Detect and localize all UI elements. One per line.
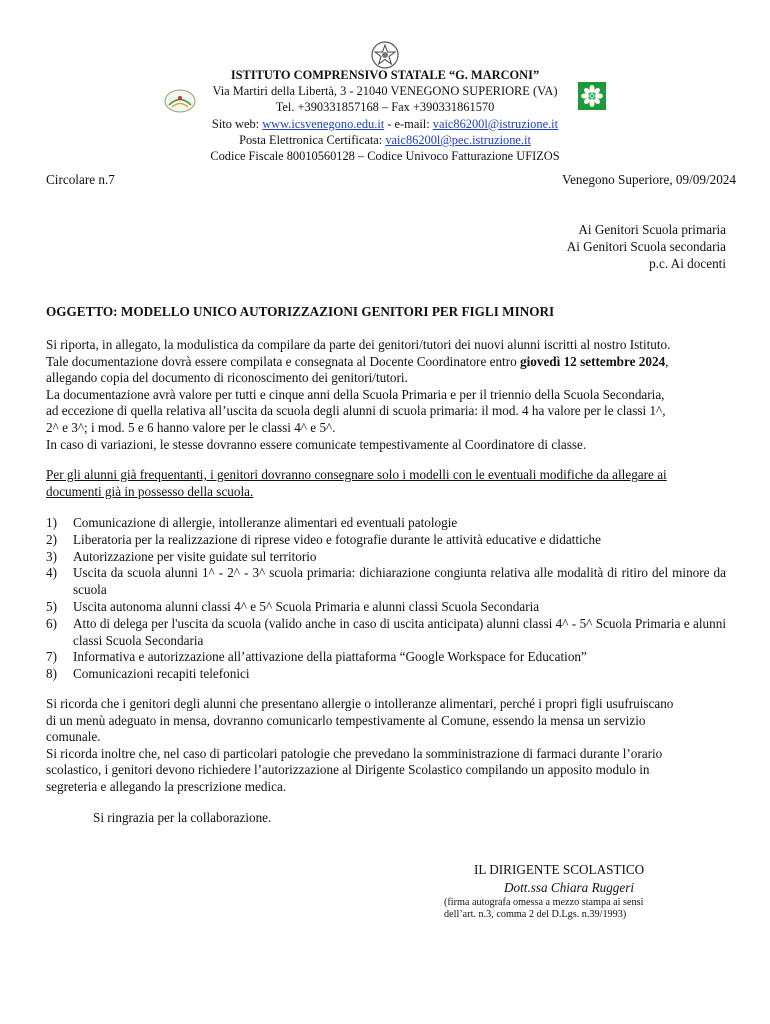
school-fiscal-code: Codice Fiscale 80010560128 – Codice Univoco Fatturazione UFIZOS xyxy=(210,149,560,164)
recipients xyxy=(567,221,726,272)
signature-note xyxy=(444,897,704,921)
signer-title: IL DIRIGENTE SCOLASTICO xyxy=(474,862,645,877)
email-link[interactable]: vaic86200l@istruzione.it xyxy=(432,116,559,131)
list-item xyxy=(46,515,726,532)
recipient-line: Ai Genitori Scuola primaria xyxy=(578,222,726,237)
item-number: 7) xyxy=(46,649,57,665)
pec-label: Posta Elettronica Certificata: xyxy=(239,132,386,147)
item-number: 8) xyxy=(46,666,57,682)
text-line: Si riporta, in allegato, la modulistica da compilare da parte dei genitori/tutori dei nuovi alunni iscritti al nostro Istituto. xyxy=(46,337,671,352)
paragraph-reminders xyxy=(46,696,726,796)
paragraph-instructions xyxy=(46,337,726,453)
text-line: Si ricorda inoltre che, nel caso di particolari patologie che prevedano la somministrazione di farmaci durante l’orario xyxy=(46,745,663,761)
school-phone: Tel. +390331857168 – Fax +390331861570 xyxy=(275,100,495,115)
italian-republic-emblem-icon xyxy=(370,40,400,70)
item-number: 4) xyxy=(46,565,57,581)
list-item xyxy=(46,565,726,599)
item-text: Liberatoria per la realizzazione di riprese video e fotografie durante le attività educative e didattiche xyxy=(73,531,601,547)
website-link[interactable]: www.icsvenegono.edu.it xyxy=(262,116,385,131)
pec-link[interactable]: vaic86200l@pec.istruzione.it xyxy=(385,132,531,147)
item-number: 2) xyxy=(46,531,57,547)
text-line: In caso di variazioni, le stesse dovranno essere comunicate tempestivamente al Coordinatore di classe. xyxy=(46,436,587,452)
text-line: allegando copia del documento di riconoscimento dei genitori/tutori. xyxy=(46,370,408,386)
list-item xyxy=(46,599,726,616)
signature-block xyxy=(444,862,704,921)
text-line: Si ricorda che i genitori degli alunni che presentano allergie o intolleranze alimentari, perché i propri figli usufruiscano xyxy=(46,696,674,711)
school-name: ISTITUTO COMPRENSIVO STATALE “G. MARCONI” xyxy=(230,68,540,82)
text-line: 2^ e 3^; i mod. 5 e 6 hanno valore per le classi 4^ e 5^. xyxy=(46,419,336,435)
text-segment: Tale documentazione dovrà essere compilata e consegnata al Docente Coordinatore entro xyxy=(46,353,520,369)
item-number: 5) xyxy=(46,598,57,614)
item-text: Uscita da scuola alunni 1^ - 2^ - 3^ scuola primaria: dichiarazione congiunta relativa alle modalità di ritiro del minore da scuola xyxy=(73,565,726,598)
recipient-line: p.c. Ai docenti xyxy=(649,256,726,271)
note-line: (firma autografa omessa a mezzo stampa ai sensi xyxy=(444,897,644,908)
text-line: comunale. xyxy=(46,729,101,745)
item-text: Comunicazione di allergie, intolleranze alimentari ed eventuali patologie xyxy=(73,515,458,530)
circular-number: Circolare n.7 xyxy=(46,172,115,187)
item-text: Comunicazioni recapiti telefonici xyxy=(73,666,250,682)
text-line: documenti già in possesso della scuola. xyxy=(46,483,254,499)
item-text: Informativa e autorizzazione all’attivazione della piattaforma “Google Workspace for Education” xyxy=(73,649,587,665)
school-pec xyxy=(130,132,640,148)
text-line: ad eccezione di quella relativa all’uscita da scuola degli alunni di scuola primaria: il mod. 4 ha valore per le classi 1^, xyxy=(46,403,666,419)
item-number: 6) xyxy=(46,615,57,631)
list-item xyxy=(46,549,726,566)
list-item xyxy=(46,532,726,549)
web-label: Sito web: xyxy=(211,116,263,131)
email-label: - e-mail: xyxy=(384,116,433,131)
place-date: Venegono Superiore, 09/09/2024 xyxy=(562,172,736,187)
text-segment: , xyxy=(665,353,669,369)
text-line: di un menù adeguato in mensa, dovranno comunicarlo tempestivamente al Comune, essendo la mensa un servizio xyxy=(46,712,646,728)
item-number: 3) xyxy=(46,548,57,564)
circular-row xyxy=(46,172,736,188)
text-line: Per gli alunni già frequentanti, i genitori dovranno consegnare solo i modelli con le eventuali modifiche da allegare ai xyxy=(46,467,667,482)
deadline-date: giovedì 12 settembre 2024 xyxy=(520,353,666,369)
list-item xyxy=(46,666,726,683)
school-address: Via Martiri della Libertà, 3 - 21040 VENEGONO SUPERIORE (VA) xyxy=(212,84,558,99)
list-item xyxy=(46,616,726,650)
item-text: Uscita autonoma alunni classi 4^ e 5^ Scuola Primaria e alunni classi Scuola Secondaria xyxy=(73,598,540,614)
thanks-line: Si ringrazia per la collaborazione. xyxy=(93,810,272,825)
text-line: La documentazione avrà valore per tutti e cinque anni della Scuola Primaria e per il triennio della Scuola Secondaria, xyxy=(46,386,665,402)
item-number: 1) xyxy=(46,515,57,530)
paragraph-existing-students xyxy=(46,467,726,500)
forms-list xyxy=(46,515,726,683)
school-web-email xyxy=(130,116,640,132)
text-line: segreteria e allegando la prescrizione medica. xyxy=(46,778,287,794)
signer-name: Dott.ssa Chiara Ruggeri xyxy=(504,880,635,895)
letterhead xyxy=(130,67,640,164)
note-line: dell’art. n.3, comma 2 del D.Lgs. n.39/1993) xyxy=(444,909,627,920)
text-line xyxy=(46,354,726,371)
item-text: Atto di delega per l'uscita da scuola (valido anche in caso di uscita anticipata) alunni classi 4^ - 5^ Scuola Primaria e alunni classi Scuola Secondaria xyxy=(73,615,726,648)
recipient-line: Ai Genitori Scuola secondaria xyxy=(566,239,726,254)
text-line: scolastico, i genitori devono richiedere l’autorizzazione al Dirigente Scolastico compilando un apposito modulo in xyxy=(46,762,650,778)
item-text: Autorizzazione per visite guidate sul territorio xyxy=(73,548,317,564)
list-item xyxy=(46,649,726,666)
subject-line: OGGETTO: MODELLO UNICO AUTORIZZAZIONI GENITORI PER FIGLI MINORI xyxy=(46,304,555,319)
